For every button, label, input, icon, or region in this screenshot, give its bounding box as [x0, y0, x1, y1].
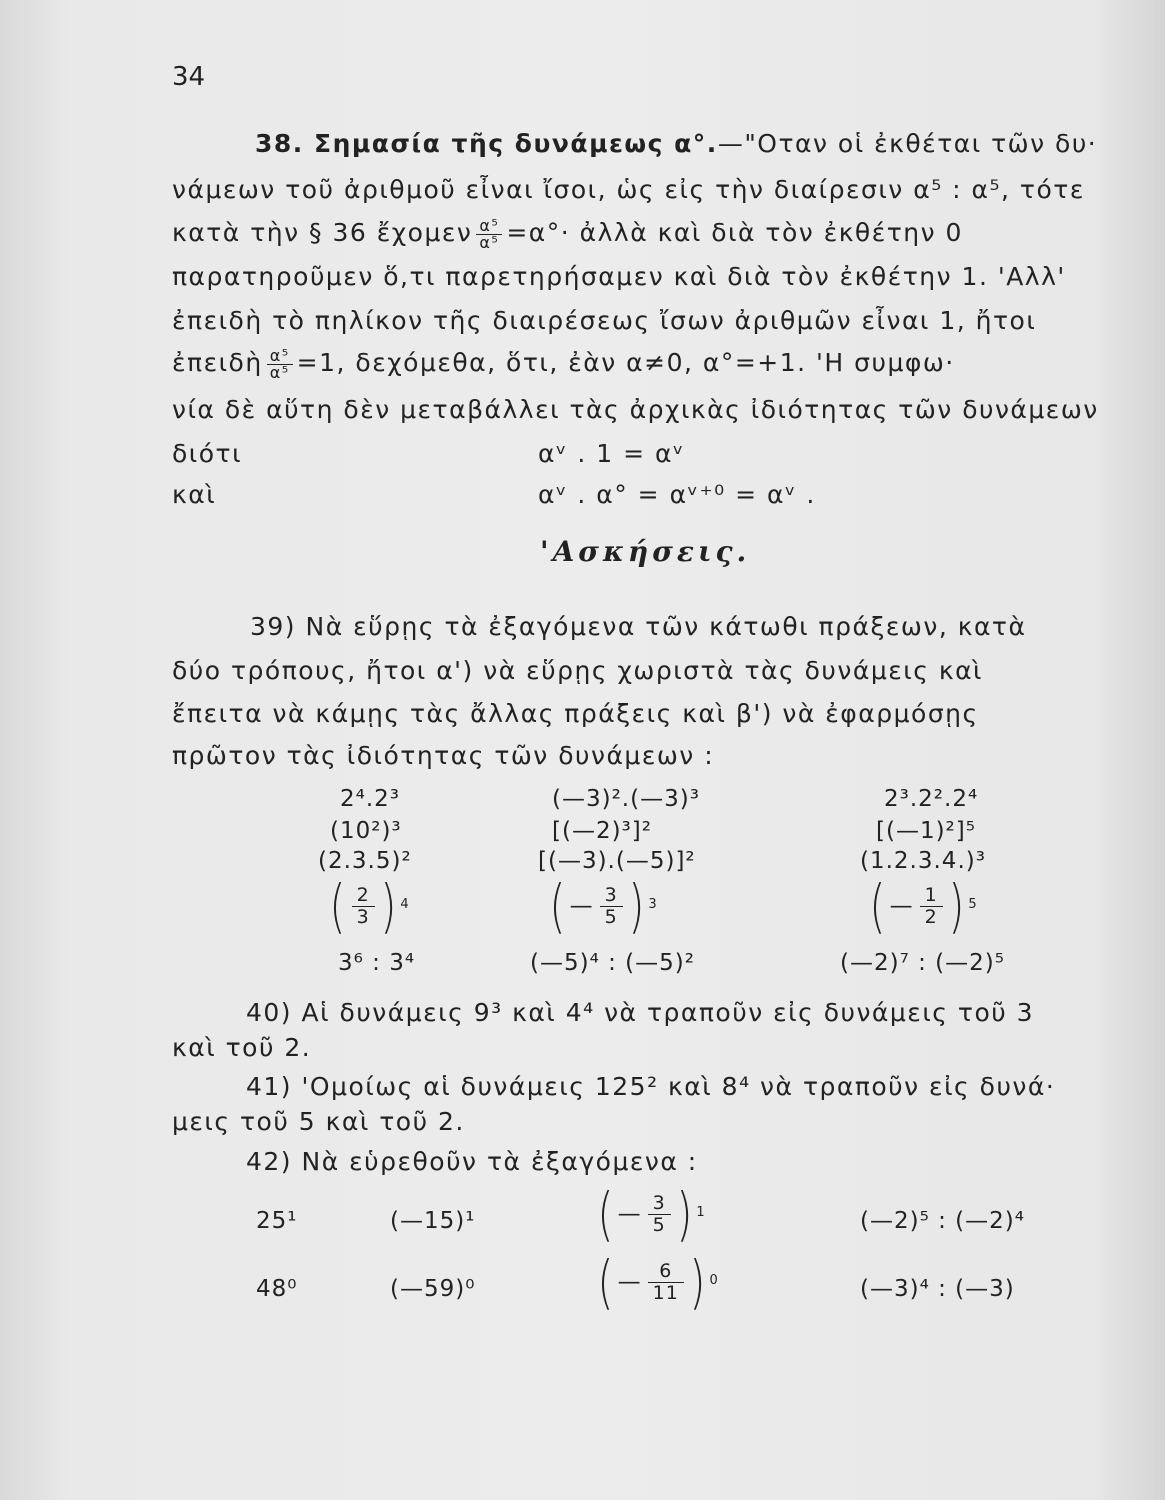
fraction-denominator: α⁵: [269, 362, 290, 382]
minus-sign: —: [617, 1269, 642, 1295]
ex42-fraction-power: ( — $\frac{3}{5}$ ) 1: [597, 1180, 706, 1248]
ex41-line-2: μεις τοῦ 5 καὶ τοῦ 2.: [172, 1107, 465, 1136]
ex39-fraction-power: ( — $\frac{1}{2}$ ) 5: [869, 872, 978, 940]
section-38-line-9-word: καὶ: [172, 480, 217, 509]
fraction-numerator: α⁵: [267, 348, 293, 365]
fraction-denominator: 11: [652, 1281, 679, 1304]
text-fragment: ἐπειδὴ: [172, 348, 263, 377]
section-38-line-5: ἐπειδὴ τὸ πηλίκον τῆς διαιρέσεως ἴσων ἀριθμῶν εἶναι 1, ἤτοι: [172, 306, 1037, 335]
section-38-text: —"Οταν οἱ ἐκθέται τῶν δυ·: [717, 129, 1098, 158]
exponent: 1: [696, 1204, 706, 1220]
fraction-denominator: 2: [924, 905, 938, 928]
ex39-expr: (2.3.5)²: [318, 848, 412, 874]
ex42-expr: 48⁰: [256, 1276, 298, 1302]
equation-1: αᵛ . 1 = αᵛ: [538, 439, 685, 468]
ex40-line-2: καὶ τοῦ 2.: [172, 1033, 312, 1062]
ex42-expr: 25¹: [256, 1208, 298, 1234]
section-38-line-2: νάμεων τοῦ ἀριθμοῦ εἶναι ἴσοι, ὡς εἰς τὴν διαίρεσιν α⁵ : α⁵, τότε: [172, 175, 1085, 204]
ex39-expr: [(—3).(—5)]²: [538, 848, 696, 874]
exponent: 4: [400, 896, 410, 912]
ex42-expr: (—2)⁵ : (—2)⁴: [860, 1208, 1025, 1234]
ex39-expr: (1.2.3.4.)³: [860, 848, 986, 874]
minus-sign: —: [569, 893, 594, 919]
minus-sign: —: [617, 1201, 642, 1227]
text-fragment: =1, δεχόμεθα, ὅτι, ἐὰν α≠0, α°=+1. 'Η συμφω·: [296, 348, 955, 377]
section-38-line-6: [172, 346, 955, 381]
fraction-numerator: α⁵: [476, 218, 502, 235]
ex42-line-1: 42) Νὰ εὑρεθοῦν τὰ ἐξαγόμενα :: [246, 1147, 698, 1176]
ex42-expr: (—15)¹: [390, 1208, 476, 1234]
ex39-expr: 2³.2².2⁴: [884, 786, 979, 812]
exponent: 3: [648, 896, 658, 912]
section-title: 38. Σημασία τῆς δυνάμεως α°.: [255, 129, 718, 158]
section-38-line-3: [172, 216, 963, 251]
fraction: [476, 215, 502, 252]
fraction-denominator: α⁵: [479, 232, 500, 252]
ex39-expr: 3⁶ : 3⁴: [338, 950, 416, 976]
ex39-line-4: πρῶτον τὰς ἰδιότητας τῶν δυνάμεων :: [172, 741, 715, 770]
section-38-line-1: [255, 127, 1097, 161]
ex39-expr: (10²)³: [330, 818, 402, 844]
ex39-line-2: δύο τρόπους, ἤτοι α') νὰ εὕρῃς χωριστὰ τὰς δυνάμεις καὶ: [172, 656, 984, 685]
fraction-numerator: 6: [648, 1261, 684, 1283]
ex39-expr: (—3)².(—3)³: [552, 786, 700, 812]
fraction-denominator: 5: [604, 905, 618, 928]
text-fragment: =α°· ἀλλὰ καὶ διὰ τὸν ἐκθέτην 0: [506, 218, 963, 247]
fraction-denominator: 5: [652, 1213, 666, 1236]
ex41-line-1: 41) 'Ομοίως αἱ δυνάμεις 125² καὶ 8⁴ νὰ τραποῦν εἰς δυνά·: [246, 1072, 1056, 1101]
ex39-expr: (—2)⁷ : (—2)⁵: [840, 950, 1005, 976]
minus-sign: —: [889, 893, 914, 919]
text-fragment: κατὰ τὴν § 36 ἔχομεν: [172, 218, 473, 247]
exercises-heading: 'Ασκήσεις.: [540, 535, 751, 568]
section-38-line-8-word: διότι: [172, 439, 243, 468]
ex39-expr: 2⁴.2³: [340, 786, 401, 812]
ex40-line-1: 40) Αἱ δυνάμεις 9³ καὶ 4⁴ νὰ τραποῦν εἰς δυνάμεις τοῦ 3: [246, 998, 1035, 1027]
fraction-denominator: 3: [356, 905, 370, 928]
ex42-expr: (—3)⁴ : (—3): [860, 1276, 1015, 1302]
section-38-line-7: νία δὲ αὕτη δὲν μεταβάλλει τὰς ἀρχικὰς ἰδιότητας τῶν δυνάμεων: [172, 395, 1099, 424]
fraction: [267, 345, 293, 382]
ex39-line-3: ἔπειτα νὰ κάμῃς τὰς ἄλλας πράξεις καὶ β') νὰ ἐφαρμόσῃς: [172, 699, 979, 728]
ex39-expr: [(—1)²]⁵: [876, 818, 976, 844]
section-38-line-4: παρατηροῦμεν ὅ,τι παρετηρήσαμεν καὶ διὰ τὸν ἐκθέτην 1. 'Αλλ': [172, 262, 1066, 291]
fraction-numerator: 1: [920, 885, 943, 907]
fraction-numerator: 3: [648, 1193, 671, 1215]
exponent: 5: [968, 896, 978, 912]
fraction-numerator: 3: [600, 885, 623, 907]
ex42-fraction-power: ( — $\frac{6}{11}$ ) 0: [597, 1248, 719, 1316]
page-number: 34: [172, 62, 206, 92]
ex39-fraction-power: ( — $\frac{3}{5}$ ) 3: [549, 872, 658, 940]
ex39-expr: (—5)⁴ : (—5)²: [530, 950, 695, 976]
fraction-numerator: 2: [352, 885, 375, 907]
equation-2: αᵛ . α° = αᵛ⁺⁰ = αᵛ .: [538, 480, 816, 509]
ex39-fraction-power: ( $\frac{2}{3}$ ) 4: [329, 872, 410, 940]
ex39-line-1: 39) Νὰ εὕρῃς τὰ ἐξαγόμενα τῶν κάτωθι πράξεων, κατὰ: [250, 612, 1027, 641]
exponent: 0: [709, 1272, 719, 1288]
ex42-expr: (—59)⁰: [390, 1276, 476, 1302]
ex39-expr: [(—2)³]²: [552, 818, 652, 844]
